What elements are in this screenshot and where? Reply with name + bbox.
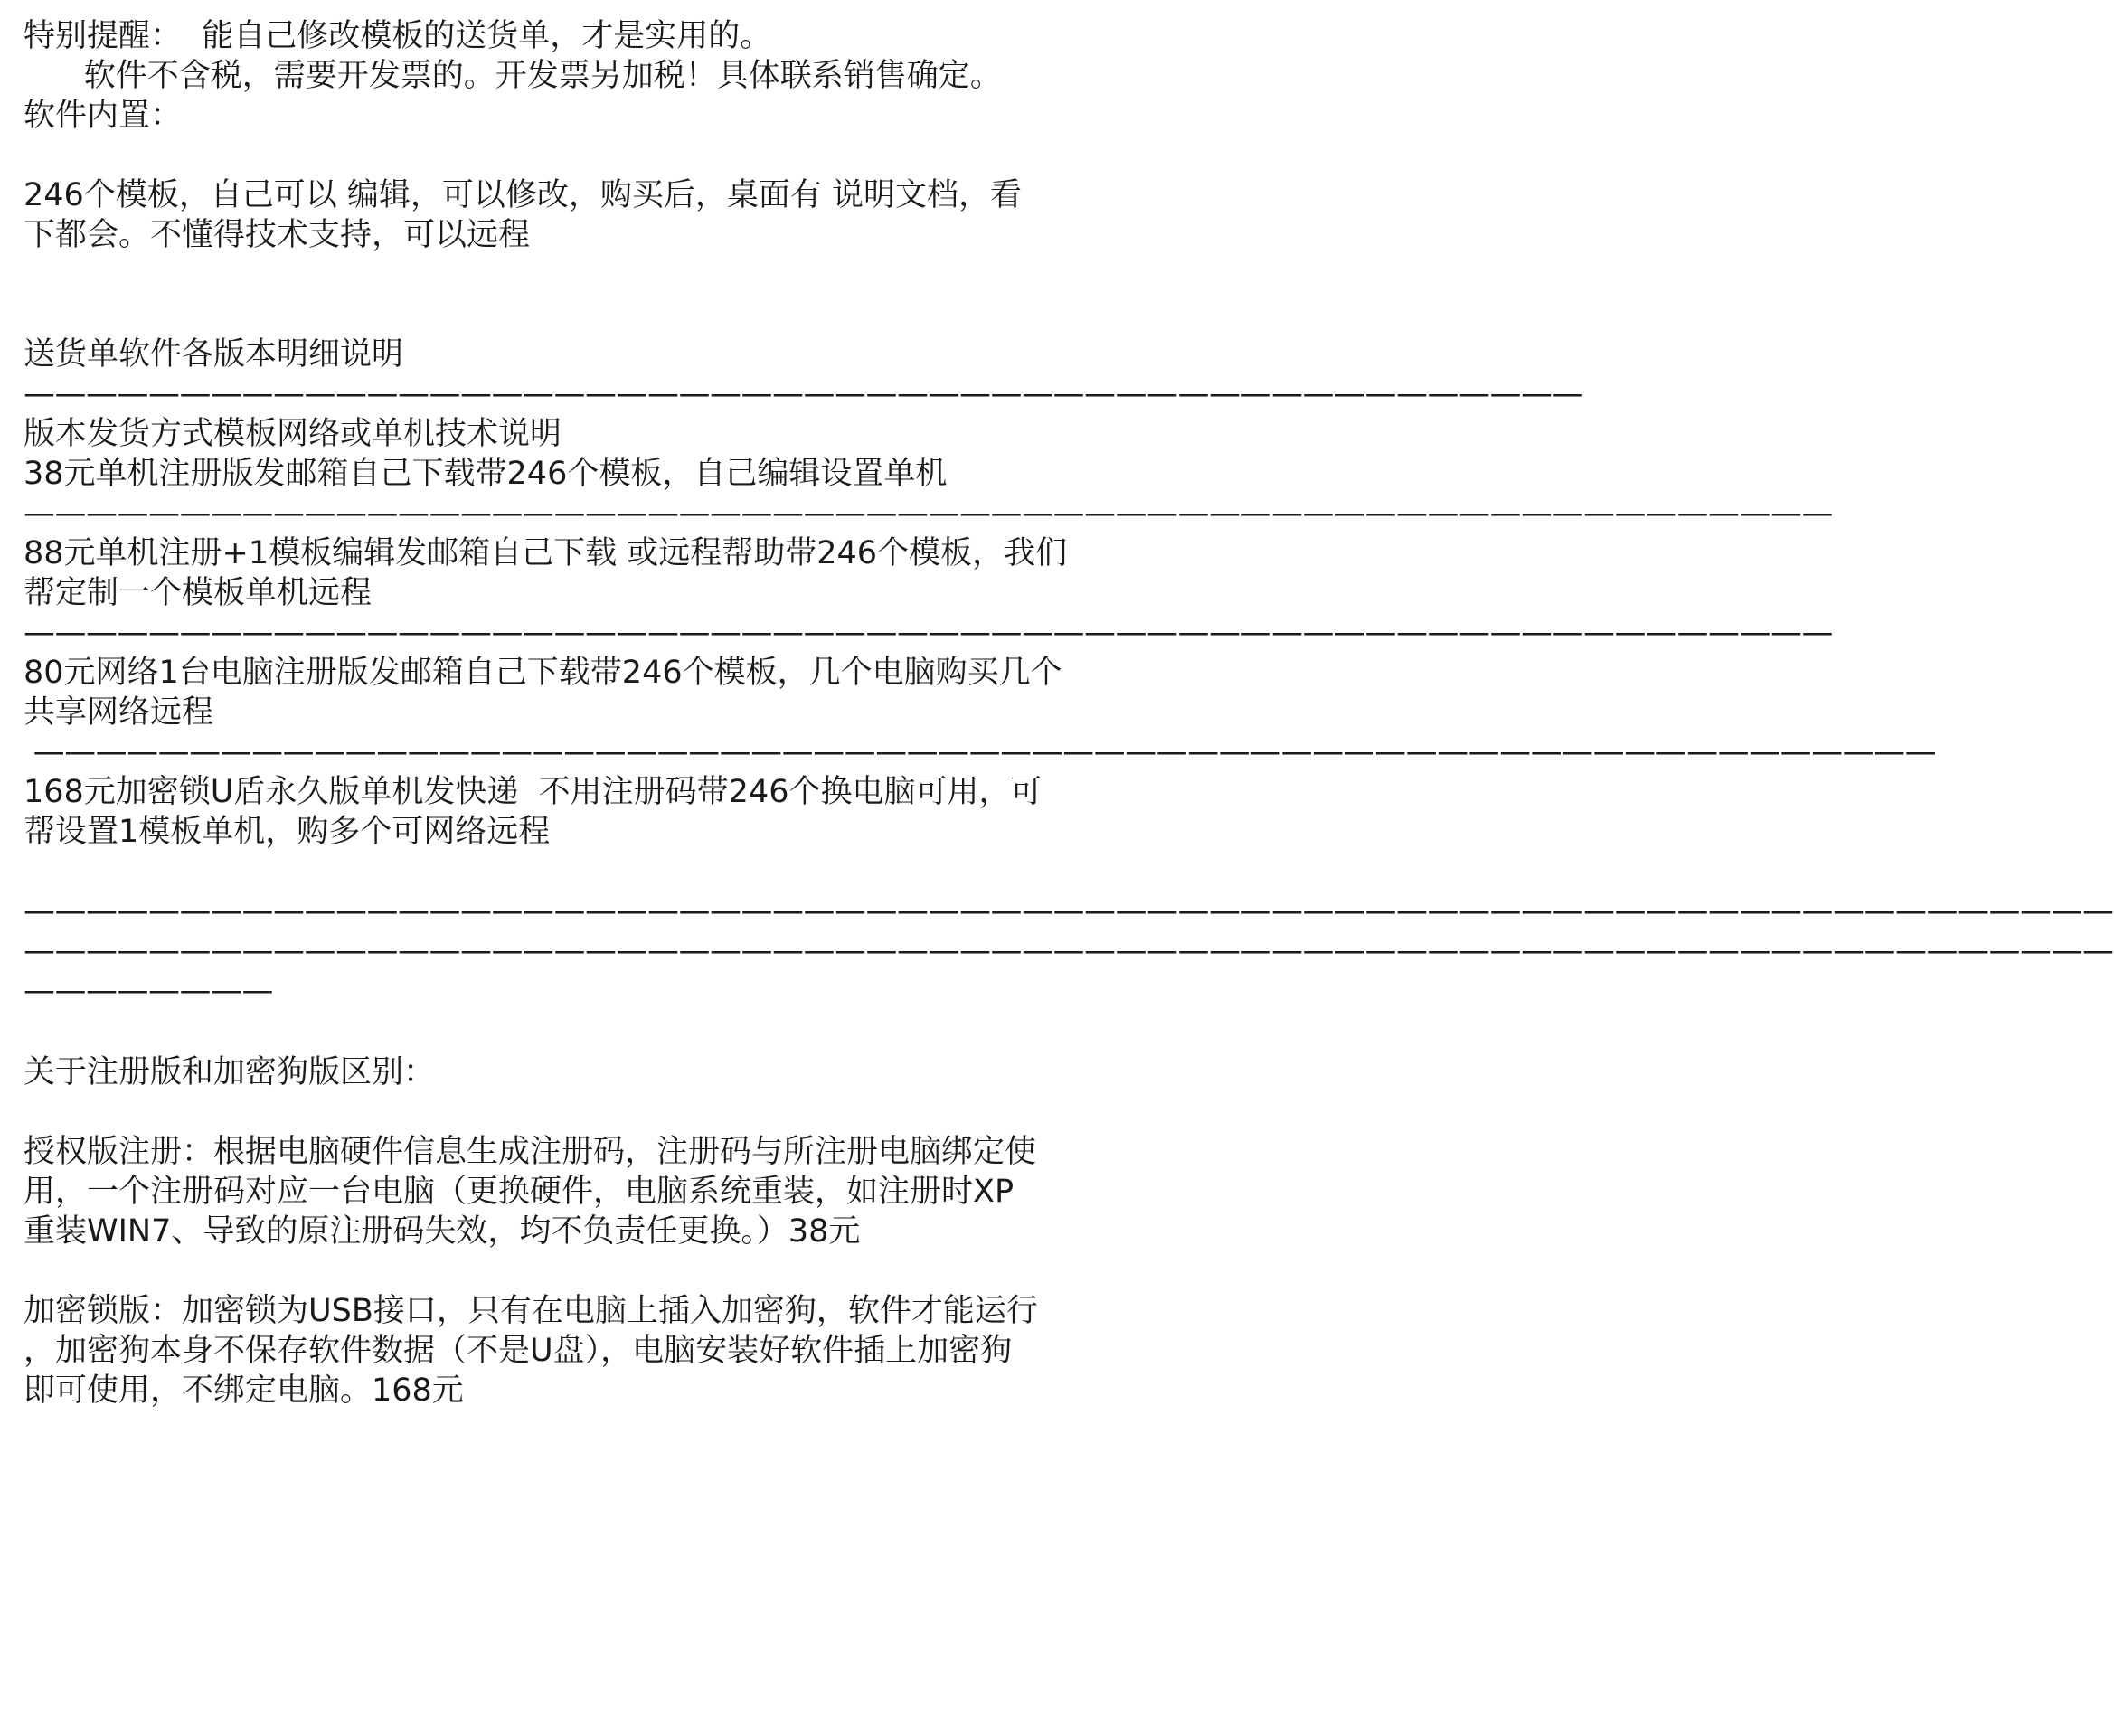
dongle-line-3: 即可使用，不绑定电脑。168元 <box>24 1373 464 1409</box>
divider-rule: ———————— <box>24 973 273 1009</box>
version-88-line-1: 88元单机注册+1模板编辑发邮箱自己下载 或远程帮助带246个模板，我们 <box>24 535 1068 571</box>
difference-heading: 关于注册版和加密狗版区别： <box>24 1054 436 1090</box>
version-38-line: 38元单机注册版发邮箱自己下载带246个模板，自己编辑设置单机 <box>24 456 948 492</box>
version-168-line-2: 帮设置1模板单机，购多个可网络远程 <box>24 814 551 850</box>
divider-rule: —————————————————————————————————————————————————————————— <box>24 495 1833 532</box>
registration-line-2: 用，一个注册码对应一台电脑（更换硬件，电脑系统重装，如注册时XP <box>24 1174 1015 1210</box>
version-168-line-1: 168元加密锁U盾永久版单机发快递 不用注册码带246个换电脑可用，可 <box>24 774 1043 810</box>
divider-rule: —————————————————————————————————————————————————— <box>24 376 1583 412</box>
dongle-line-1: 加密锁版：加密锁为USB接口，只有在电脑上插入加密狗，软件才能运行 <box>24 1293 1038 1329</box>
templates-line-1: 246个模板，自己可以 编辑，可以修改，购买后，桌面有 说明文档，看 <box>24 177 1023 213</box>
registration-line-1: 授权版注册：根据电脑硬件信息生成注册码，注册码与所注册电脑绑定使 <box>24 1134 1037 1170</box>
registration-line-3: 重装WIN7、导致的原注册码失效，均不负责任更换。）38元 <box>24 1213 861 1250</box>
divider-rule: ————————————————————————————————————————————————————————————— <box>24 734 1937 770</box>
table-header-line: 版本发货方式模板网络或单机技术说明 <box>24 416 562 452</box>
templates-line-2: 下都会。不懂得技术支持，可以远程 <box>24 217 531 253</box>
divider-rule: ——————————————————————————————————————————————————————————————————— <box>24 933 2114 969</box>
version-88-line-2: 帮定制一个模板单机远程 <box>24 575 373 611</box>
divider-rule: —————————————————————————————————————————————————————————— <box>24 615 1833 651</box>
version-80-line-2: 共享网络远程 <box>24 694 214 731</box>
versions-heading: 送货单软件各版本明细说明 <box>24 336 404 373</box>
dongle-line-2: ，加密狗本身不保存软件数据（不是U盘），电脑安装好软件插上加密狗 <box>24 1333 1013 1369</box>
version-80-line-1: 80元网络1台电脑注册版发邮箱自己下载带246个模板，几个电脑购买几个 <box>24 655 1062 691</box>
divider-rule: ——————————————————————————————————————————————————————————————————— <box>24 893 2114 929</box>
builtin-heading: 软件内置： <box>24 98 183 134</box>
reminder-line: 特别提醒： 能自己修改模板的送货单，才是实用的。 <box>24 18 772 54</box>
tax-note-line: 软件不含税，需要开发票的。开发票另加税！具体联系销售确定。 <box>24 58 1002 94</box>
